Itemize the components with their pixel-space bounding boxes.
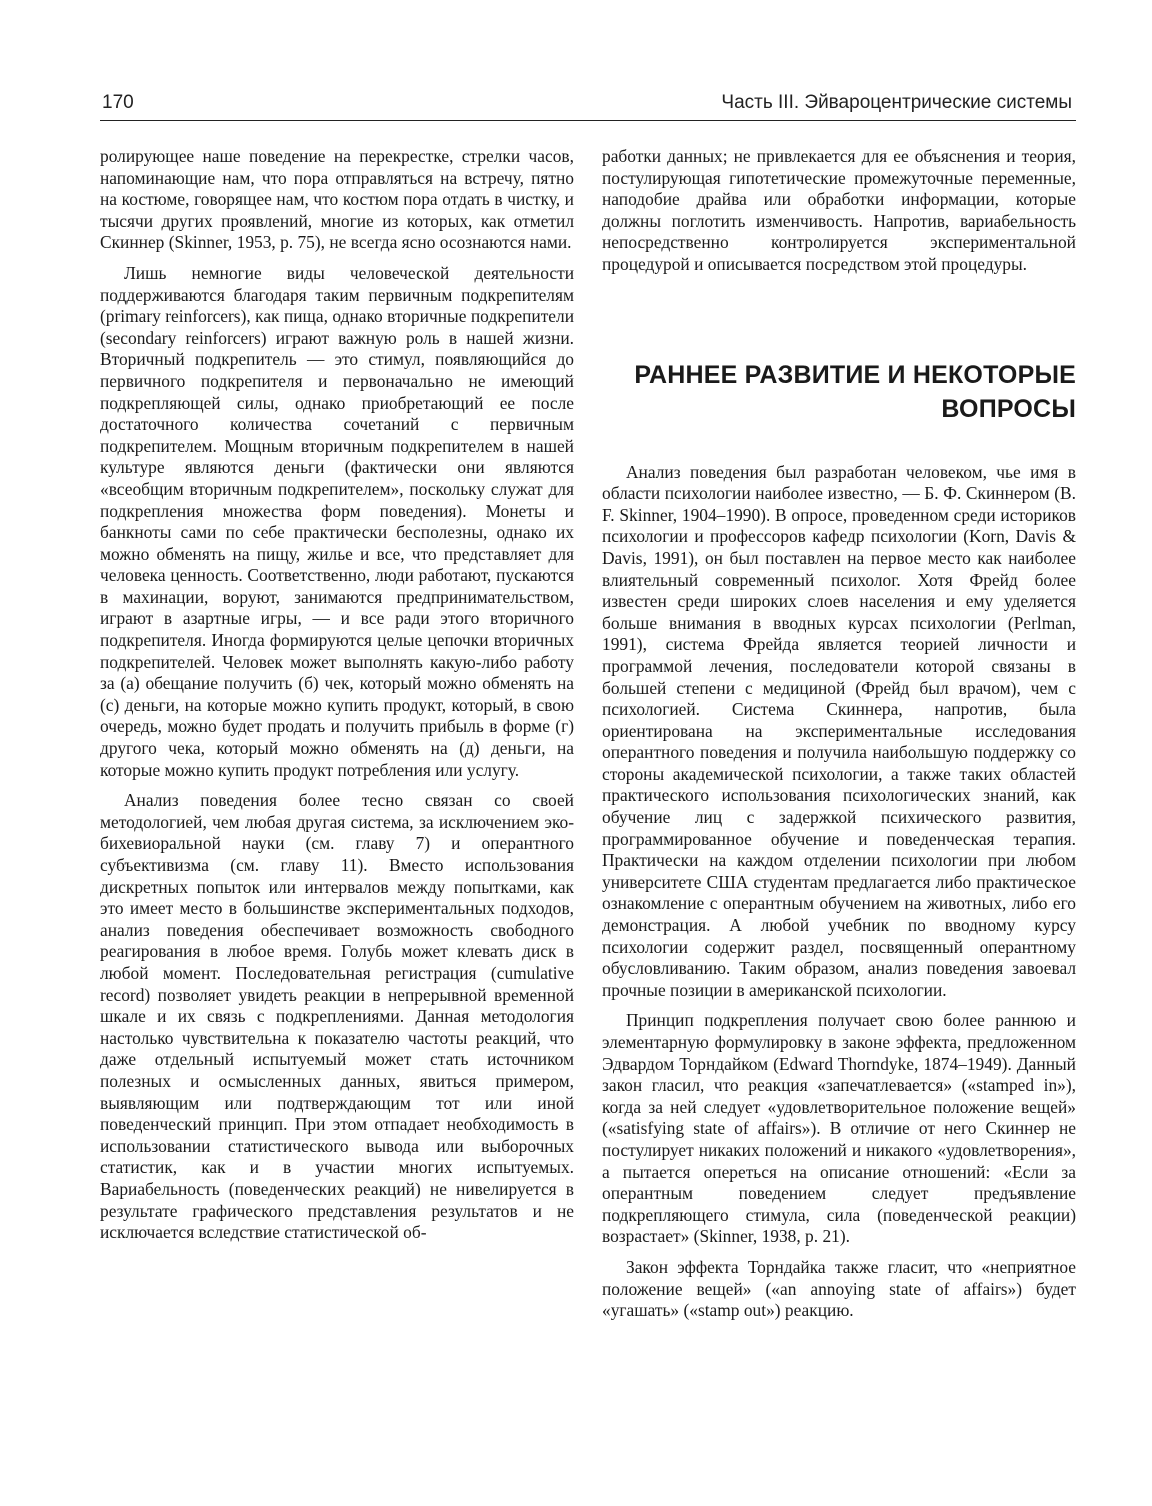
running-head-title: Часть III. Эйвароцентрические системы (721, 92, 1072, 113)
paragraph: Лишь немногие виды человеческой деятельности поддерживаются благодаря таким первичным подкрепителям (primary reinforcers), как пища, однако вторичные подкрепители (secondary reinforcers) играют важную роль в нашей жизни. Вторичный подкрепитель — это стимул, появляющийся до первичного подкрепителя и первоначально не имеющий подкрепляющей силы, однако приобретающий ее после достаточного количества сочетаний с первичным подкрепителем. Мощным вторичным подкрепителем в нашей культуре являются деньги (фактически они являются «всеобщим вторичным подкрепителем», поскольку служат для подкрепления множества форм поведения). Монеты и банкноты сами по себе практически бесполезны, однако их можно обменять на пищу, жилье и все, что представляет для человека ценность. Соответственно, люди работают, пускаются в махинации, воруют, занимаются предпринимательством, играют в азартные игры, — и все ради этого вторичного подкрепителя. Иногда формируются целые цепочки вторичных подкрепителей. Человек может выполнять какую-либо работу за (а) обещание получить (б) чек, который можно обменять на (с) деньги, на которые можно купить продукт, который, в свою очередь, можно будет продать и получить прибыль в форме (г) другого чека, который можно обменять на (д) деньги, на которые можно купить продукт потребления или услугу. (100, 262, 574, 780)
paragraph: работки данных; не привлекается для ее объяснения и теория, постулирующая гипотетические промежуточные переменные, наподобие драйва или обработки информации, которые должны поглотить изменчивость. Напротив, вариабельность непосредственно контролируется экспериментальной процедурой и описывается посредством этой процедуры. (602, 146, 1076, 274)
paragraph: Закон эффекта Торндайка также гласит, что «неприятное положение вещей» («an annoying state of affairs») будет «угашать» («stamp out») реакцию. (602, 1256, 1076, 1321)
section-heading: РАННЕЕ РАЗВИТИЕ И НЕКОТОРЫЕ ВОПРОСЫ (634, 360, 1076, 423)
right-column (602, 146, 1076, 1322)
header-rule (100, 120, 1076, 121)
left-column (100, 146, 574, 1244)
paragraph: Принцип подкрепления получает свою более раннюю и элементарную формулировку в законе эффекта, предложенном Эдвардом Торндайком (Edward Thorndyke, 1874–1949). Данный закон гласил, что реакция «запечатлевается» («stamped in»), когда за ней следует «удовлетворительное положение вещей» («satisfying state of affairs»). В отличие от него Скиннер не постулирует никаких положений и никакого «удовлетворения», а пытается опереться на описание отношений: «Если за оперантным поведением следует предъявление подкрепляющего стимула, сила (поведенческой реакции) возрастает» (Skinner, 1938, p. 21). (602, 1010, 1076, 1247)
paragraph: Анализ поведения более тесно связан со своей методологией, чем любая другая система, за исключением эко-бихевиоральной науки (см. главу 7) и оперантного субъективизма (см. главу 11). Вместо использования дискретных попыток или интервалов между попытками, как это имеет место в большинстве экспериментальных подходов, анализ поведения обеспечивает возможность свободного реагирования в любое время. Голубь может клевать диск в любой момент. Последовательная регистрация (cumulative record) позволяет увидеть реакции в непрерывной временной шкале и их связь с подкреплениями. Данная методология настолько чувствительна к показателю частоты реакций, что даже отдельный испытуемый может стать источником полезных и осмысленных данных, явиться примером, выявляющим или подтверждающим тот или иной поведенческий принцип. При этом отпадает необходимость в использовании статистического вывода или выборочных статистик, как и в участии многих испытуемых. Вариабельность (поведенческих реакций) не нивелируется в результате графического представления результатов и не исключается вследствие статистической об- (100, 790, 574, 1243)
running-head (100, 92, 1076, 118)
paragraph: ролирующее наше поведение на перекрестке, стрелки часов, напоминающие нам, что пора отправляться на встречу, пятно на костюме, говорящее нам, что костюм пора отдать в чистку, и тысячи других проявлений, многие из которых, как отметил Скиннер (Skinner, 1953, p. 75), не всегда ясно осознаются нами. (100, 146, 574, 253)
paragraph: Анализ поведения был разработан человеком, чье имя в области психологии наиболее известно, — Б. Ф. Скиннером (B. F. Skinner, 1904–1990). В опросе, проведенном среди историков психологии и профессоров кафедр психологии (Korn, Davis & Davis, 1991), он был поставлен на первое место как наиболее влиятельный современный психолог. Хотя Фрейд более известен среди широких слоев населения и ему уделяется больше внимания в вводных курсах психологии (Perlman, 1991), система Фрейда является теорией личности и программой лечения, последователи которой связаны в большей степени с медициной (Фрейд был врачом), чем с психологией. Система Скиннера, напротив, была ориентирована на экспериментальные исследования оперантного поведения и получила наибольшую поддержку со стороны академической психологии, а также таких областей практического использования психологических знаний, как обучение лиц с задержкой психического развития, программированное обучение и поведенческая терапия. Практически на каждом отделении психологии при любом университете США студентам предлагается либо практическое ознакомление с оперантным обучением на животных, либо его демонстрация. А любой учебник по вводному курсу психологии содержит раздел, посвященный оперантному обусловливанию. Таким образом, анализ поведения завоевал прочные позиции в американской психологии. (602, 461, 1076, 1000)
page-number: 170 (102, 92, 134, 113)
